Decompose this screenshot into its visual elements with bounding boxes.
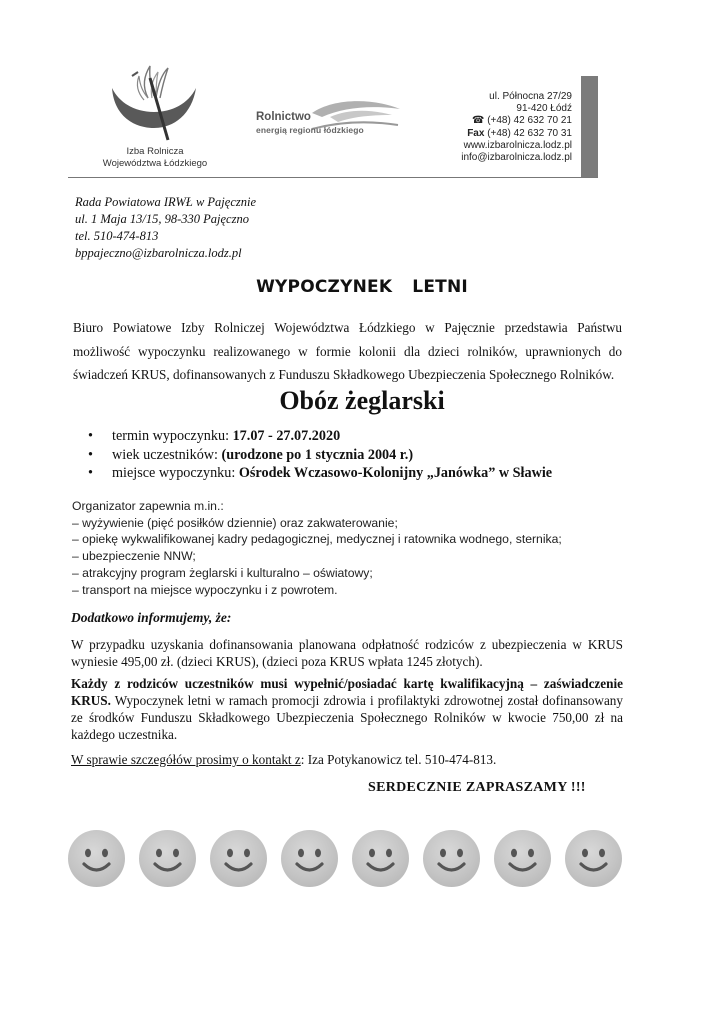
sender-phone: tel. 510-474-813: [75, 229, 159, 243]
fax-label: Fax: [467, 127, 485, 139]
bullet-icon: •: [88, 428, 93, 444]
smiley-face-icon: [565, 830, 622, 887]
smiley-face-icon: [423, 830, 480, 887]
fax-row: [461, 128, 572, 140]
chamber-logo: [104, 58, 200, 144]
intro-paragraph: Biuro Powiatowe Izby Rolniczej Województwa Łódzkiego w Pajęcznie przedstawia Państwu możliwość wypoczynku realizowanego w formie kolonii dla dzieci rolników, uprawnionych do świadczeń KRUS, dofinansowanych z Funduszu Składkowego Ubezpieczenia Społecznego Rolników.: [73, 320, 622, 382]
contact-person: : Iza Potykanowicz tel. 510-474-813.: [300, 752, 497, 767]
contact-intro: W sprawie szczegółów prosimy o kontakt z: [71, 752, 301, 767]
camp-title: Obóz żeglarski: [279, 386, 445, 415]
invitation-text: SERDECZNIE ZAPRASZAMY !!!: [368, 780, 586, 795]
detail-value: Ośrodek Wczasowo-Kolonijny „Janówka” w Sławie: [238, 465, 553, 482]
sender-address-block: [75, 194, 256, 262]
smiley-face-icon: [68, 830, 125, 887]
organizer-heading: Organizator zapewnia m.in.:: [72, 499, 224, 513]
phone-number: (+48) 42 632 70 21: [487, 115, 572, 127]
contact-line: [71, 752, 496, 768]
detail-label: wiek uczestników:: [112, 446, 222, 463]
organizer-item: – opiekę wykwalifikowanej kadry pedagogicznej, medycznej i ratownika wodnego, sternika;: [72, 532, 562, 547]
detail-value: (urodzone po 1 stycznia 2004 r.): [221, 446, 414, 463]
organizer-item: – transport na miejsce wypoczynku i z powrotem.: [72, 582, 338, 597]
smiley-row: [60, 822, 640, 896]
org-name-line2: Województwa Łódzkiego: [102, 158, 208, 169]
qualification-card-notice: Każdy z rodziców uczestników musi wypełnić/posiadać kartę kwalifikacyjną – zaświadczenie KRUS.: [71, 676, 623, 708]
address-street: ul. Północna 27/29: [489, 91, 572, 102]
sender-street: ul. 1 Maja 13/15, 98-330 Pajęczno: [75, 212, 249, 226]
camp-details-list: [88, 427, 552, 483]
organizer-item: – atrakcyjny program żeglarski i kulturalno – oświatowy;: [72, 565, 373, 580]
slogan-subtitle: energią regionu łódzkiego: [256, 125, 364, 135]
additional-info-heading: Dodatkowo informujemy, że:: [71, 610, 232, 625]
smiley-face-icon: [210, 830, 267, 887]
detail-item-place: [88, 464, 552, 483]
phone-icon: ☎: [471, 115, 485, 127]
address-city: 91-420 Łódź: [516, 103, 572, 115]
fax-number: (+48) 42 632 70 31: [487, 127, 572, 139]
header-accent-bar: [581, 76, 598, 178]
smiley-face-icon: [281, 830, 338, 887]
smiley-face-icon: [139, 830, 196, 887]
sender-name: Rada Powiatowa IRWŁ w Pajęcznie: [75, 195, 257, 209]
phone-row: [461, 115, 572, 127]
detail-label: miejsce wypoczynku:: [112, 465, 239, 482]
email-link[interactable]: info@izbarolnicza.lodz.pl: [461, 152, 572, 164]
smiley-face-icon: [352, 830, 409, 887]
org-name-line1: Izba Rolnicza: [126, 146, 184, 157]
smiley-face-icon: [494, 830, 551, 887]
slogan-title: Rolnictwo: [256, 111, 311, 123]
header-divider: [68, 177, 598, 178]
cost-paragraph: W przypadku uzyskania dofinansowania planowana odpłatność rodziców z ubezpieczenia w KRUS wyniesie 495,00 zł. (dzieci KRUS), (dzieci poza KRUS wpłata 1245 złotych).: [71, 637, 623, 669]
organization-name: [80, 146, 230, 170]
detail-label: termin wypoczynku:: [112, 428, 233, 444]
organizer-item: – wyżywienie (pięć posiłków dziennie) oraz zakwaterowanie;: [72, 515, 398, 530]
page-title: WYPOCZYNEK LETNI: [256, 277, 468, 297]
sender-email: bppajeczno@izbarolnicza.lodz.pl: [75, 246, 242, 260]
header-contact-block: [461, 91, 572, 164]
bullet-icon: •: [88, 465, 93, 482]
qualification-card-paragraph: [71, 675, 623, 743]
website-link[interactable]: www.izbarolnicza.lodz.pl: [463, 139, 572, 151]
organizer-item: – ubezpieczenie NNW;: [72, 549, 196, 564]
bullet-icon: •: [88, 446, 93, 463]
detail-value: 17.07 - 27.07.2020: [232, 428, 341, 444]
funding-notice: Wypoczynek letni w ramach promocji zdrowia i profilaktyki zdrowotnej został dofinansowany ze środków Funduszu Składkowego Ubezpieczenia Społecznego Rolników w kwocie 750,00 zł na każdego uczestnika.: [71, 693, 623, 742]
detail-item-dates: [88, 427, 552, 446]
detail-item-age: [88, 446, 552, 465]
organizer-block: [72, 498, 562, 598]
